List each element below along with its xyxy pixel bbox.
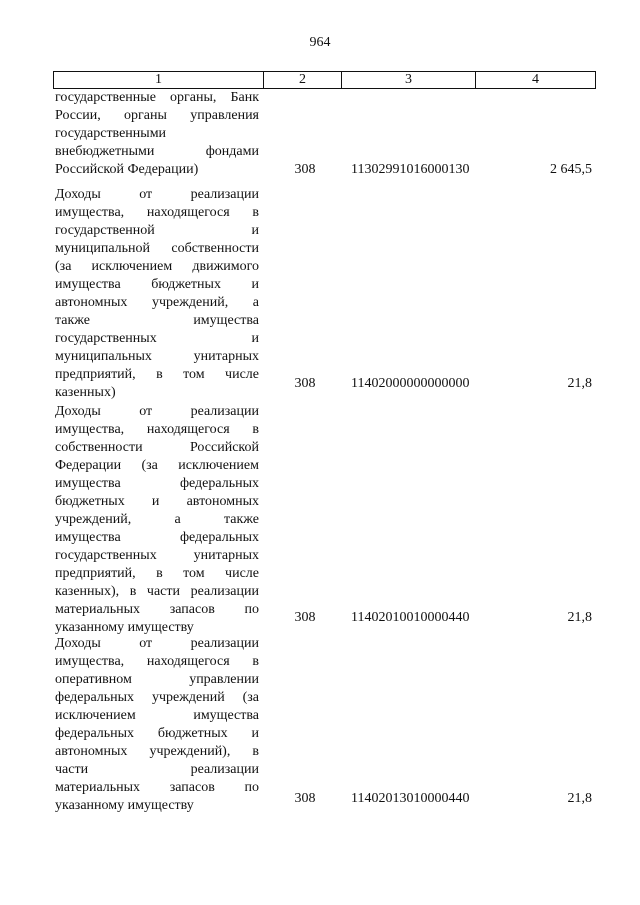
description-line: Доходы от реализации <box>55 636 259 651</box>
row-description <box>55 635 259 815</box>
description-line: также имущества <box>55 313 259 328</box>
amount: 21,8 <box>567 791 592 806</box>
admin-code: 308 <box>294 162 316 177</box>
description-line: указанному имуществу <box>55 798 194 813</box>
description-line: предприятий, в том числе <box>55 367 259 382</box>
header-col-1: 1 <box>54 72 264 88</box>
budget-code: 11302991016000130 <box>351 162 470 177</box>
description-line: указанному имуществу <box>55 620 194 635</box>
description-line: имущества федеральных <box>55 530 259 545</box>
admin-code: 308 <box>294 791 316 806</box>
description-line: государственные органы, Банк <box>55 90 259 105</box>
description-line: Федерации (за исключением <box>55 458 259 473</box>
description-line: Российской Федерации) <box>55 162 199 177</box>
admin-code: 308 <box>294 610 316 625</box>
description-line: автономных учреждений, а <box>55 295 259 310</box>
description-line: (за исключением движимого <box>55 259 259 274</box>
description-line: государственными <box>55 126 167 141</box>
budget-code: 11402013010000440 <box>351 791 470 806</box>
description-line: имущества федеральных <box>55 476 259 491</box>
description-line: Доходы от реализации <box>55 404 259 419</box>
description-line: предприятий, в том числе <box>55 566 259 581</box>
table-row <box>53 89 594 181</box>
table-row <box>53 635 594 815</box>
description-line: внебюджетными фондами <box>55 144 259 159</box>
description-line: материальных запасов по <box>55 602 259 617</box>
budget-code: 11402000000000000 <box>351 376 470 391</box>
description-line: оперативном управлении <box>55 672 259 687</box>
table-row <box>53 186 594 402</box>
page-number: 964 <box>309 35 331 50</box>
description-line: муниципальных унитарных <box>55 349 259 364</box>
description-line: государственных унитарных <box>55 548 259 563</box>
description-line: государственных и <box>55 331 259 346</box>
row-description <box>55 403 259 637</box>
description-line: бюджетных и автономных <box>55 494 259 509</box>
description-line: России, органы управления <box>55 108 259 123</box>
description-line: части реализации <box>55 762 259 777</box>
description-line: федеральных учреждений (за <box>55 690 259 705</box>
amount: 2 645,5 <box>550 162 592 177</box>
amount: 21,8 <box>567 376 592 391</box>
description-line: имущества, находящегося в <box>55 205 259 220</box>
description-line: имущества, находящегося в <box>55 654 259 669</box>
budget-code: 11402010010000440 <box>351 610 470 625</box>
header-col-2: 2 <box>264 72 342 88</box>
description-line: имущества, находящегося в <box>55 422 259 437</box>
description-line: федеральных бюджетных и <box>55 726 259 741</box>
description-line: казенных), в части реализации <box>55 584 259 599</box>
description-line: материальных запасов по <box>55 780 259 795</box>
table-header-row <box>53 71 596 89</box>
admin-code: 308 <box>294 376 316 391</box>
description-line: имущества бюджетных и <box>55 277 259 292</box>
header-col-4: 4 <box>532 72 539 87</box>
description-line: государственной и <box>55 223 259 238</box>
description-line: казенных) <box>55 385 116 400</box>
table-row <box>53 403 594 637</box>
description-line: автономных учреждений), в <box>55 744 259 759</box>
row-description <box>55 89 259 179</box>
description-line: учреждений, а также <box>55 512 259 527</box>
amount: 21,8 <box>567 610 592 625</box>
description-line: исключением имущества <box>55 708 259 723</box>
description-line: Доходы от реализации <box>55 187 259 202</box>
header-col-3: 3 <box>342 72 476 88</box>
description-line: собственности Российской <box>55 440 259 455</box>
row-description <box>55 186 259 402</box>
description-line: муниципальной собственности <box>55 241 259 256</box>
